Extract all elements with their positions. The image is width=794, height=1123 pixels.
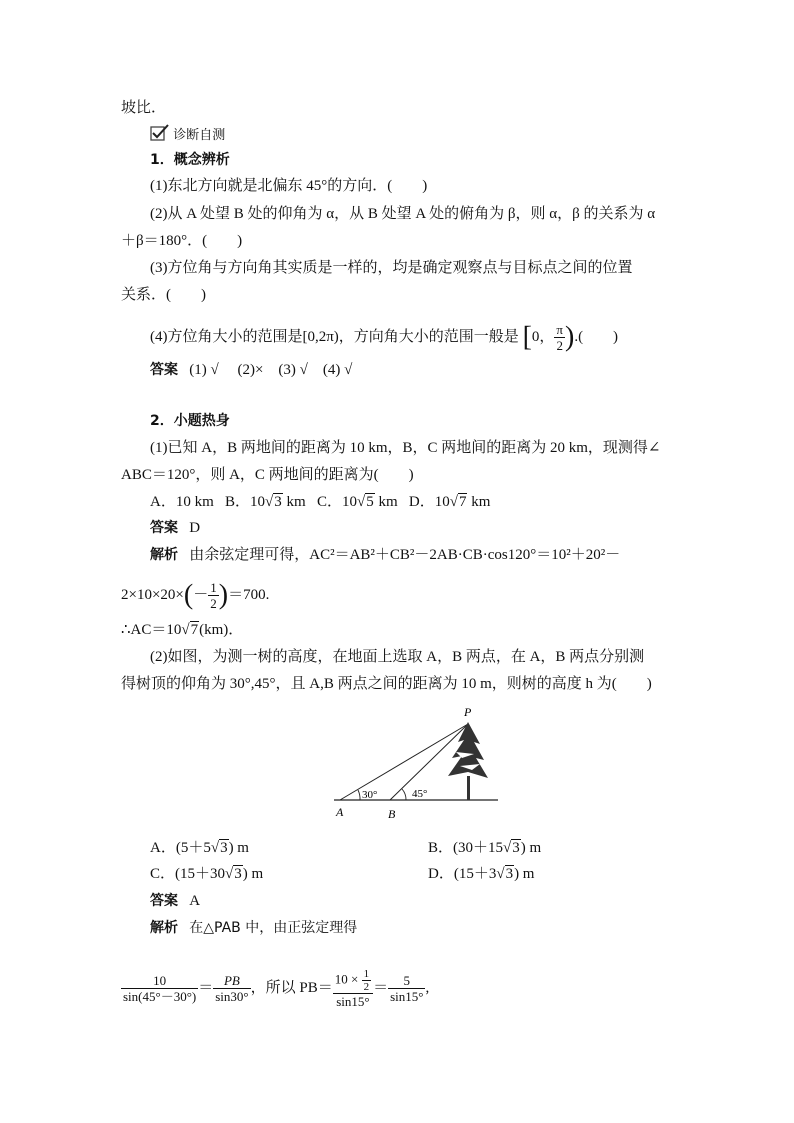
analysis-label: 解析 bbox=[150, 547, 178, 563]
eq-text: , bbox=[425, 979, 430, 996]
q1-item-1: (1)东北方向就是北偏东 45°的方向．( ) bbox=[150, 178, 428, 194]
frac-den: sin15° bbox=[336, 994, 370, 1009]
option-a: A．10 km bbox=[150, 494, 214, 510]
frac-num: 1 bbox=[363, 968, 370, 980]
unit: km bbox=[286, 494, 306, 510]
frac-num: 5 bbox=[388, 973, 425, 989]
option-c: C．10 bbox=[316, 494, 357, 510]
q2-p1-analysis-2: 2×10×20×(－ $\frac{1}{2}$ )＝700. bbox=[121, 579, 270, 611]
q2-p2-analysis bbox=[150, 918, 357, 938]
analysis-label: 解析 bbox=[150, 920, 178, 936]
option-text: ) m bbox=[514, 866, 535, 882]
label-a: A bbox=[336, 805, 344, 819]
option-text: ) m bbox=[520, 840, 542, 856]
angle-arc-a bbox=[358, 790, 360, 800]
angle-a-label: 30° bbox=[362, 789, 378, 801]
q1-item-4-text: (4)方位角大小的范围是[0,2π)，方向角大小的范围一般是 bbox=[150, 328, 519, 345]
label-b: B bbox=[388, 807, 396, 821]
continuation-text: 坡比． bbox=[121, 100, 167, 116]
q1-heading: 1．概念辨析 bbox=[150, 152, 230, 168]
q2-p2-equation: $\frac{10}{\sin(45^\circ-30^\circ)}$ ＝ $\frac{PB}{\sin 30^\circ}$ ，所以 PB＝ 10 × $\frac{1}{2}$ sin15° ＝ $\frac{5}{\sin 15^\circ}$ , bbox=[123, 968, 430, 1009]
q1-item-4: (4)方位角大小的范围是[0,2π)，方向角大小的范围一般是 [0， $\frac{\pi}{2}$ ).( ) bbox=[150, 321, 619, 353]
option-d: D．10 bbox=[408, 494, 450, 510]
option-text: C．(15＋30 bbox=[150, 866, 226, 882]
option-text: B．(30＋15 bbox=[428, 840, 504, 856]
frac-den: 2 bbox=[363, 981, 370, 993]
frac-den: sin30° bbox=[215, 989, 249, 1004]
frac-num: 10 × bbox=[334, 971, 359, 987]
analysis-text: ∴AC＝10 bbox=[121, 622, 182, 638]
q2-p2-line1: (2)如图，为测一树的高度，在地面上选取 A，B 两点，在 A，B 两点分别测 bbox=[150, 649, 645, 665]
sight-line-b bbox=[390, 724, 468, 800]
q2-p1-line2: ABC＝120°，则 A，C 两地间的距离为( ) bbox=[121, 467, 414, 483]
q1-item-2: (2)从 A 处望 B 处的仰角为 α，从 B 处望 A 处的俯角为 β，则 α，β 的关系为 α bbox=[150, 206, 656, 222]
frac-num: PB bbox=[213, 973, 250, 989]
radicand: 3 bbox=[234, 866, 242, 882]
angle-b-label: 45° bbox=[412, 788, 428, 800]
q2-p2-option-b: B．(30＋15√3) m bbox=[428, 840, 542, 856]
q1-item-3-cont: 关系．( ) bbox=[121, 287, 206, 303]
radicand: 3 bbox=[220, 840, 228, 856]
frac-num: 1 bbox=[210, 580, 217, 595]
q2-p1-analysis-3: ∴AC＝10√7(km)． bbox=[121, 622, 244, 638]
q1-item-2-cont: ＋β＝180°．( ) bbox=[121, 233, 243, 249]
check-box-icon bbox=[150, 124, 170, 148]
radicand: 3 bbox=[512, 840, 520, 856]
q2-p1-analysis bbox=[150, 545, 620, 565]
option-b: B．10 bbox=[225, 494, 266, 510]
q2-p2-option-c: C．(15＋30√3) m bbox=[150, 866, 264, 882]
answer-text: (1) √ (2)× (3) √ (4) √ bbox=[189, 362, 353, 378]
option-text: ) m bbox=[242, 866, 264, 882]
answer-text: D bbox=[189, 520, 201, 536]
analysis-text: ＝700. bbox=[228, 586, 270, 603]
q2-p2-option-d: D．(15＋3√3) m bbox=[428, 866, 535, 882]
tree-icon bbox=[448, 722, 488, 800]
answer-label: 答案 bbox=[150, 893, 178, 909]
radicand: 7 bbox=[190, 622, 199, 638]
unit: km bbox=[471, 494, 491, 510]
angle-arc-b bbox=[402, 789, 406, 800]
q2-p2-line2: 得树顶的仰角为 30°,45°，且 A,B 两点之间的距离为 10 m，则树的高度 h 为( ) bbox=[121, 676, 652, 692]
label-p: P bbox=[464, 705, 472, 719]
frac-num: 10 bbox=[121, 973, 198, 989]
answer-text: A bbox=[189, 893, 201, 909]
q2-p1-answer bbox=[150, 518, 200, 538]
q2-p2-answer bbox=[150, 891, 200, 911]
q2-heading: 2．小题热身 bbox=[150, 413, 230, 429]
radicand: 3 bbox=[505, 866, 514, 882]
option-text: D．(15＋3 bbox=[428, 866, 497, 882]
frac-den: 2 bbox=[210, 596, 217, 611]
q2-p2-option-a: A．(5＋5√3) m bbox=[150, 840, 249, 856]
sight-line-a bbox=[340, 724, 468, 800]
radicand: 5 bbox=[366, 494, 374, 510]
radicand: 3 bbox=[274, 494, 282, 510]
answer-label: 答案 bbox=[150, 362, 178, 378]
q1-item-3: (3)方位角与方向角其实质是一样的，均是确定观察点与目标点之间的位置 bbox=[150, 260, 633, 276]
option-text: A．(5＋5 bbox=[150, 840, 211, 856]
answer-label: 答案 bbox=[150, 520, 178, 536]
q2-p1-line1: (1)已知 A，B 两地间的距离为 10 km，B，C 两地间的距离为 20 km，现测得∠ bbox=[150, 440, 661, 456]
unit: km bbox=[378, 494, 398, 510]
section-header bbox=[150, 124, 225, 148]
option-text: ) m bbox=[228, 840, 249, 856]
radicand: 7 bbox=[458, 494, 467, 510]
q1-answer bbox=[150, 360, 352, 380]
analysis-text: 2×10×20× bbox=[121, 586, 184, 603]
q2-p1-options: A．10 km B．10√3 km C．10√5 km D．10√7 km bbox=[150, 494, 491, 510]
analysis-text: 在△PAB 中，由正弦定理得 bbox=[189, 920, 358, 936]
frac-den: sin(45°－30°) bbox=[123, 989, 197, 1004]
tree-elevation-figure bbox=[322, 702, 504, 824]
analysis-text: 由余弦定理可得，AC²＝AB²＋CB²－2AB·CB·cos120°＝10²＋20²－ bbox=[189, 547, 621, 563]
section-title: 诊断自测 bbox=[173, 127, 226, 143]
q1-item-4-tail: .( ) bbox=[574, 328, 619, 345]
analysis-text: (km)． bbox=[199, 622, 244, 638]
eq-text: ，所以 PB＝ bbox=[250, 979, 333, 996]
frac-den: sin15° bbox=[390, 989, 424, 1004]
